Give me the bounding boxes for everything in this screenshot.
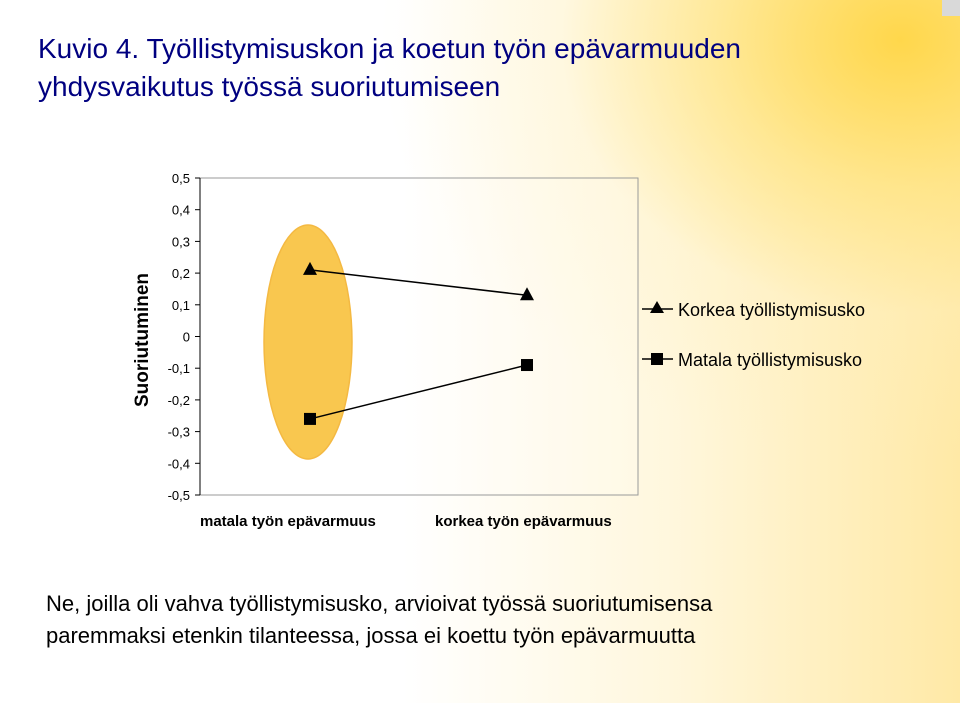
caption xyxy=(46,588,946,652)
y-tick-label: -0,3 xyxy=(167,424,190,440)
y-tick-label: 0,2 xyxy=(171,266,190,282)
caption-line-1: Ne, joilla oli vahva työllistymisusko, arvioivat työssä suoriutumisensa xyxy=(46,591,713,616)
legend-square-marker xyxy=(651,353,663,365)
title-line-2: yhdysvaikutus työssä suoriutumiseen xyxy=(38,71,501,102)
x-category-label: korkea työn epävarmuus xyxy=(435,513,612,530)
x-category-label: matala työn epävarmuus xyxy=(200,513,376,530)
legend-label-1: Matala työllistymisusko xyxy=(678,350,863,370)
y-axis-title: Suoriutuminen xyxy=(132,272,153,408)
y-tick-label: -0,4 xyxy=(167,456,190,472)
legend-label-0: Korkea työllistymisusko xyxy=(678,300,866,320)
y-tick-label: -0,2 xyxy=(167,392,190,408)
square-marker xyxy=(521,359,533,371)
y-tick-label: 0,1 xyxy=(171,297,190,313)
plot-area xyxy=(200,178,638,495)
y-tick-label: 0,5 xyxy=(171,171,190,186)
y-axis xyxy=(168,171,200,503)
y-tick-label: -0,5 xyxy=(167,488,190,503)
y-tick-label: 0,3 xyxy=(171,234,190,250)
caption-line-2: paremmaksi etenkin tilanteessa, jossa ei koettu työn epävarmuutta xyxy=(46,623,696,648)
square-marker xyxy=(304,413,316,425)
legend-triangle-marker xyxy=(650,301,664,313)
y-tick-label: 0,4 xyxy=(171,202,190,218)
x-axis-labels xyxy=(200,513,612,530)
title-line-1: Kuvio 4. Työllistymisuskon ja koetun työn epävarmuuden xyxy=(38,33,741,64)
y-tick-label: 0 xyxy=(182,329,190,345)
legend xyxy=(642,300,865,370)
y-tick-label: -0,1 xyxy=(167,361,190,377)
